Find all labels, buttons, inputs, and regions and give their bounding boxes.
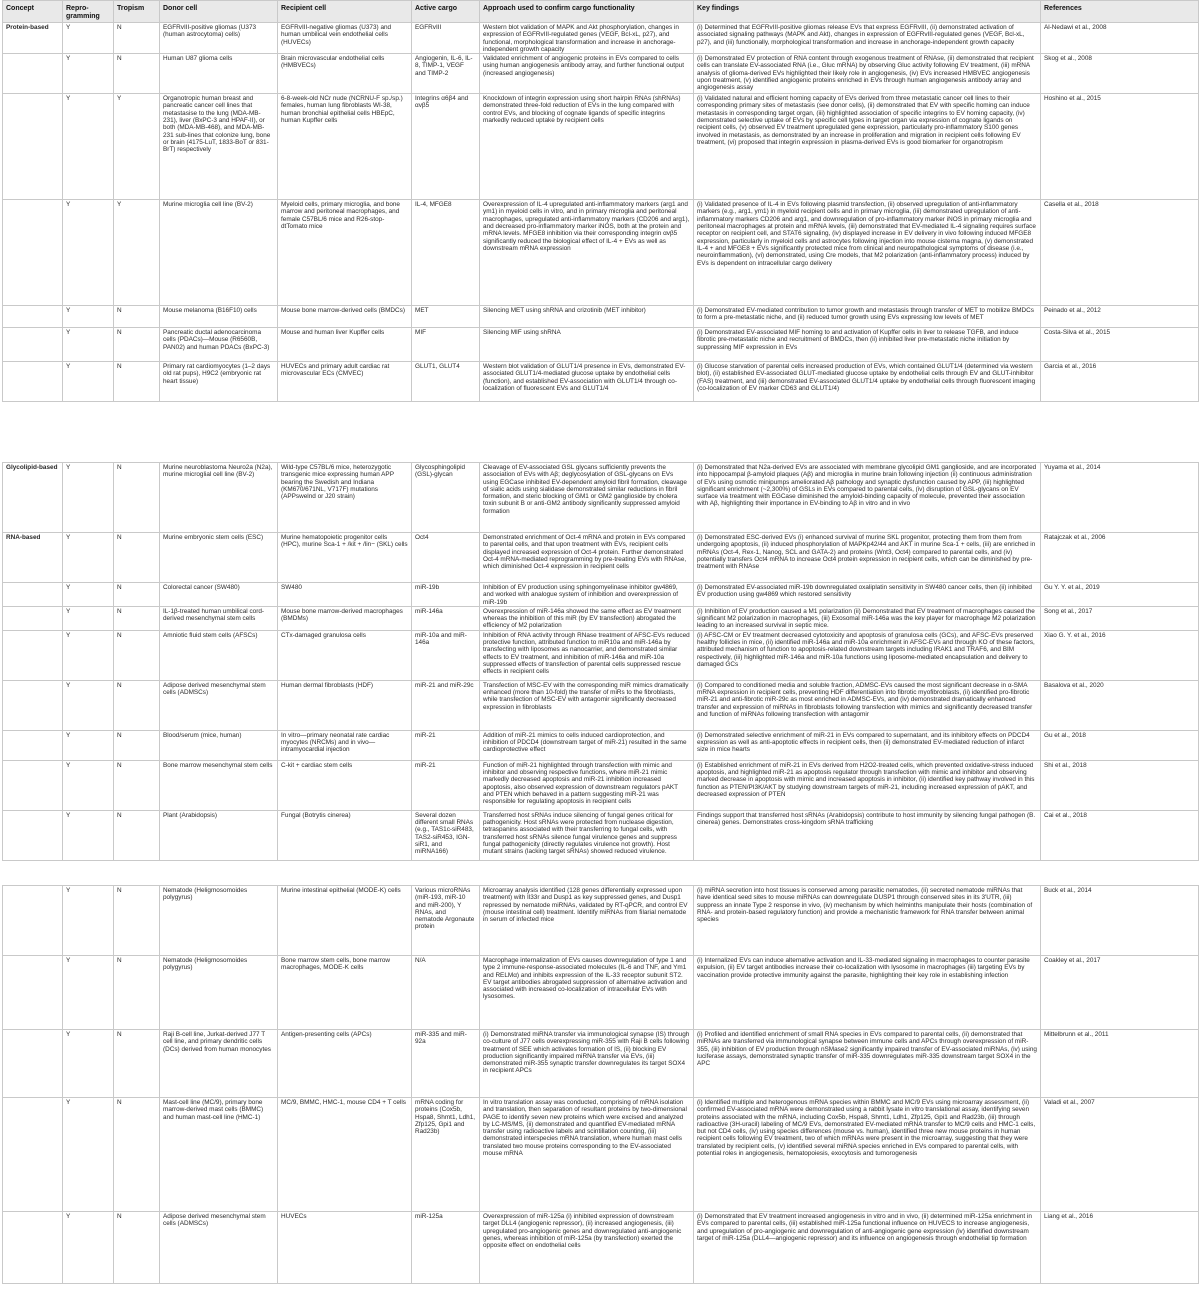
cell-donor: Amniotic fluid stem cells (AFSCs) (160, 630, 278, 680)
table-row (3, 306, 1199, 328)
cell-active-cargo: Integrins α6β4 and αvβ5 (412, 94, 480, 200)
cell-approach: Silencing MET using shRNA and crizotinib (MET inhibitor) (480, 306, 694, 328)
cell-donor: Adipose derived mesenchymal stem cells (ADMSCs) (160, 1212, 278, 1284)
cell-reference: Shi et al., 2018 (1041, 760, 1199, 810)
cell-reference: Hoshino et al., 2015 (1041, 94, 1199, 200)
cell-active-cargo: N/A (412, 956, 480, 1030)
cell-tropism: N (114, 630, 160, 680)
cell-concept (3, 810, 63, 860)
table-row (3, 54, 1199, 94)
cell-reprogramming: Y (63, 680, 114, 730)
cell-donor: EGFRvIII-positive gliomas (U373 (human astrocytoma) cells) (160, 23, 278, 54)
cell-recipient: Human dermal fibroblasts (HDF) (278, 680, 412, 730)
cell-tropism: N (114, 730, 160, 760)
cell-tropism: N (114, 886, 160, 956)
cell-donor: Mast-cell line (MC/9), primary bone marrow-derived mast cells (BMMC) and human mast-cell line (HMC-1) (160, 1098, 278, 1212)
table-row (3, 810, 1199, 860)
cell-reference: Gu et al., 2018 (1041, 730, 1199, 760)
cell-active-cargo: miR-19b (412, 583, 480, 607)
cell-approach: Overexpression of IL-4 upregulated anti-inflammatory markers (arg1 and ym1) in myeloid cells in vitro, and in primary microglia and peritoneal macrophages, upregulated anti-inflammatory markers (CD206 and arg1), and decreased pro-inflammatory marker iNOS, both at the protein and mRNA levels. MFGE8 inhibition via their corresponding integrin αvβ5 significantly reduced the biological effect of IL-4 + EVs as well as downstream mRNA expression (480, 200, 694, 306)
cell-approach: Inhibition of EV production using sphingomyelinase inhibitor gw4869, and worked with analogue system of inhibition and overexpression of miR-19b (480, 583, 694, 607)
cell-concept (3, 886, 63, 956)
cell-reference: Gu Y. Y. et al., 2019 (1041, 583, 1199, 607)
cell-concept (3, 94, 63, 200)
cell-active-cargo: miR-21 and miR-29c (412, 680, 480, 730)
cell-key-findings: (i) AFSC-CM or EV treatment decreased cytotoxicity and apoptosis of granulosa cells (GCs), and AFSC-EVs preserved healthy follicles in mice, (ii) identified miR-146a and miR-10a enrichment in AFSC-EVs and through KO of these factors, attributed mechanism of function to apoptosis-related downstream targets including IRAK1 and TRAF6, and BIM respectively, (iii) highlighted miR-146a and miR-10a functions using liposome-mediated encapsulation and delivery to damaged GCs (694, 630, 1041, 680)
cell-tropism: N (114, 583, 160, 607)
table-row (3, 1030, 1199, 1098)
cell-reference: Song et al., 2017 (1041, 606, 1199, 630)
cell-recipient: EGFRvIII-negative gliomas (U373) and human umbilical vein endothelial cells (HUVECs) (278, 23, 412, 54)
cell-key-findings: (i) Demonstrated EV-associated MIF homing to and activation of Kupffer cells in liver to release TGFB, and induce fibrotic pre-metastatic niche and recruitment of BMDCs, then (ii) inhibited liver pre-metastatic niche initiation by suppressing MIF expression in EVs (694, 328, 1041, 362)
cell-key-findings: (i) Validated presence of IL-4 in EVs following plasmid transfection, (ii) observed upregulation of anti-inflammatory markers (e.g., arg1, ym1) in myeloid recipient cells and in primary microglia, (iii) demonstrated upregulation of anti-inflammatory markers CD206 and arg1, and downregulation of pro-inflammatory marker iNOS in primary microglia and peritoneal macrophages at protein and mRNA levels, (iii) demonstrated that EV-mediated IL-4 signaling requires surface receptor on recipient cell, and STAT6 signaling, (iv) displayed increase in EV delivery in vivo following induced MFGE8 expression, particularly in myeloid cells and astrocytes following injection into mouse cisterna magna, (v) demonstrated IL-4 + and MFGE8 + EVs significantly protected mice from clinical and neuropathological symptoms of disease (i.e., neuroinflammation), (vi) demonstrated, using Cre models, that M2 polarization (anti-inflammatory process) induced by EVs is dependent on intracellular cargo delivery (694, 200, 1041, 306)
table-body (3, 463, 1199, 861)
cell-reference: Costa-Silva et al., 2015 (1041, 328, 1199, 362)
table-row (3, 1212, 1199, 1284)
cell-reprogramming: Y (63, 23, 114, 54)
cell-donor: Adipose derived mesenchymal stem cells (ADMSCs) (160, 680, 278, 730)
cell-reprogramming: Y (63, 956, 114, 1030)
cell-active-cargo: miR-335 and miR-92a (412, 1030, 480, 1098)
table-section-protein (2, 0, 1199, 402)
cell-reprogramming: Y (63, 362, 114, 402)
cell-active-cargo: IL-4, MFGE8 (412, 200, 480, 306)
cell-concept (3, 956, 63, 1030)
cell-approach: Transferred host sRNAs induce silencing of fungal genes critical for pathogenicity. Host sRNAs were protected from nuclease digestion, tetraspanins associated with their transferring to fungal cells, with transferred host sRNAs silence fungal virulence genes and suppress fungal pathogenicity (directly regulates virulence not growth). Host mutant strains (lacking target sRNAs) showed reduced virulence. (480, 810, 694, 860)
cell-concept (3, 1212, 63, 1284)
cell-reference: Basalova et al., 2020 (1041, 680, 1199, 730)
cell-reprogramming: Y (63, 306, 114, 328)
cell-concept (3, 760, 63, 810)
table-row (3, 328, 1199, 362)
table-row (3, 886, 1199, 956)
cell-recipient: HUVECs (278, 1212, 412, 1284)
cell-concept: Glycolipid-based (3, 463, 63, 533)
table-row (3, 630, 1199, 680)
cell-key-findings: (i) Established enrichment of miR-21 in EVs derived from H2O2-treated cells, which prevented oxidative-stress induced apoptosis, and highlighted miR-21 as apoptosis regulator through transfection with mimic and inhibitor and observing marked decrease in apoptosis with mimic and increased apoptosis in inhibitor, (ii) identified key pathway involved in this function as PTEN/PI3K/AKT by studying downstream targets of miR-21, including increased expression of pAKT, and decreased expression of PTEN (694, 760, 1041, 810)
cell-tropism: N (114, 54, 160, 94)
cell-tropism: N (114, 956, 160, 1030)
cell-donor: Organotropic human breast and pancreatic cancer cell lines that metastasise to the lung (MDA-MB-231), liver (BxPC-3 and HPAF-II), or both (MDA-MB-468), and MDA-MB-231 sub-lines that colonize lung, bone or brain (4175-LuT, 1833-BoT or 831-BrT) respectively (160, 94, 278, 200)
cell-reference: Valadi et al., 2007 (1041, 1098, 1199, 1212)
cell-active-cargo: Several dozen different small RNAs (e.g., TAS1c-siR483, TAS2-siR453, IGN-siR1, and miRNA166) (412, 810, 480, 860)
cell-tropism: N (114, 606, 160, 630)
cell-key-findings: (i) Internalized EVs can induce alternative activation and IL-33-mediated signaling in macrophages to counter parasite expulsion, (ii) EV target antibodies increase their co-localization with lysosome in macrophages (iii) targeting EVs by vaccination provide protective immunity against the parasite, highlighting their key role in establishing infection (694, 956, 1041, 1030)
header-reprogramming: Repro-gramming (63, 1, 114, 23)
cell-tropism: N (114, 810, 160, 860)
cell-reprogramming: Y (63, 606, 114, 630)
cell-key-findings: (i) Demonstrated ESC-derived EVs (i) enhanced survival of murine SKL progenitor, protecting them from them from undergoing apoptosis, (ii) induced phosphorylation of MAPKp42/44 and AKT in murine Sca-1 + cells, (iii) are enriched in mRNAs (Oct-4, Rex-1, Nanog, SCL and GATA-2) and proteins (Wnt3, Oct4) compared to parental cells, and (iv) potentially transfers Oct4 mRNA to increase Oct4 protein expression in recipient cells, which can be diminished by pre-treatment with RNAse (694, 533, 1041, 583)
cell-approach: Microarray analysis identified (128 genes differentially expressed upon treatment) with Il33r and Dusp1 as key suppressed genes, and Dusp1 repressed by nematode miRNAs, validated by RT-qPCR, and control EV (mouse intestinal cell) treatment. Identify miRNAs from filarial nematode in serum of infected mice (480, 886, 694, 956)
cell-approach: In vitro translation assay was conducted, comprising of mRNA isolation and translation, then separation of resultant proteins by two-dimensional PAGE to identify seven new proteins which were excised and analyzed by LC-MS/MS, (ii) demonstrated and quantified EV-mediated mRNA transfer using radioactive labels and scintillation counting, (iii) demonstrated interspecies mRNA translation, where human mast cells translated two mouse proteins corresponding to the EV-associated mouse mRNA (480, 1098, 694, 1212)
table-row (3, 463, 1199, 533)
cell-active-cargo: Angiogenin, IL-6, IL-8, TIMP-1, VEGF and TIMP-2 (412, 54, 480, 94)
cell-concept (3, 680, 63, 730)
cell-recipient: Mouse bone marrow-derived cells (BMDCs) (278, 306, 412, 328)
cell-reference: Mittelbrunn et al., 2011 (1041, 1030, 1199, 1098)
header-active-cargo: Active cargo (412, 1, 480, 23)
cell-approach: Silencing MIF using shRNA (480, 328, 694, 362)
cell-recipient: Fungal (Botrytis cinerea) (278, 810, 412, 860)
cell-tropism: N (114, 306, 160, 328)
cell-approach: Addition of miR-21 mimics to cells induced cardioprotection, and inhibition of PDCD4 (downstream target of miR-21) resulted in the same cardioprotective effect (480, 730, 694, 760)
cell-tropism: N (114, 463, 160, 533)
cell-approach: Western blot validation of MAPK and Akt phosphorylation, changes in expression of EGFRvIII-regulated genes (VEGF, Bcl-xL, p27), and functional, morphological transformation and increase in anchorage-independent growth capacity (480, 23, 694, 54)
table-section-continued (2, 885, 1199, 1284)
cell-recipient: Mouse and human liver Kupffer cells (278, 328, 412, 362)
cell-reprogramming: Y (63, 810, 114, 860)
header-concept: Concept (3, 1, 63, 23)
cell-reprogramming: Y (63, 533, 114, 583)
cell-donor: Murine embryonic stem cells (ESC) (160, 533, 278, 583)
table-row (3, 23, 1199, 54)
cell-approach: Overexpression of miR-146a showed the same effect as EV treatment whereas the inhibition of this miR (by EV transfection) abrogated the efficiency of M2 polarization (480, 606, 694, 630)
cell-recipient: In vitro—primary neonatal rate cardiac myocytes (NRCMs) and in vivo—intramyocardial injection (278, 730, 412, 760)
cell-donor: IL-1β-treated human umbilical cord-derived mesenchymal stem cells (160, 606, 278, 630)
table-row (3, 760, 1199, 810)
cell-approach: (i) Demonstrated miRNA transfer via immunological synapse (IS) through co-culture of J77 cells overexpressing miR-355 with Raji B cells following treatment of SEE which activates formation of IS, (ii) blocking EV production significantly impaired miRNA transfer via EVs, (iii) demonstrated miR-355 synaptic transfer downregulates its target SOX4 in recipient APCs (480, 1030, 694, 1098)
cell-concept (3, 630, 63, 680)
cell-approach: Western blot validation of GLUT1/4 presence in EVs, demonstrated EV-associated GLUT1/4-mediated glucose uptake by endothelial cells (function), and established EV-association with GLUT1/4 through co-localization of fluorescent EVs and GLUT1/4 (480, 362, 694, 402)
cell-key-findings: Findings support that transferred host sRNAs (Arabidopsis) contribute to host immunity by silencing fungal pathogen (B. cinerea) genes. Demonstrates cross-kingdom sRNA trafficking (694, 810, 1041, 860)
cell-donor: Plant (Arabidopsis) (160, 810, 278, 860)
cell-donor: Raji B-cell line, Jurkat-derived J77 T cell line, and primary dendritic cells (DCs) derived from human monocytes (160, 1030, 278, 1098)
cell-approach: Demonstrated enrichment of Oct-4 mRNA and protein in EVs compared to parental cells, and that upon treatment with EVs, recipient cells displayed increased expression of Oct-4 protein. Further demonstrated Oct-4 mRNA-mediated reprogramming by pre-treating EVs with RNAse, which diminished Oct-4 expression in recipient cells (480, 533, 694, 583)
cell-active-cargo: miR-146a (412, 606, 480, 630)
cell-key-findings: (i) Demonstrated that EV treatment increased angiogenesis in vitro and in vivo, (ii) determined miR-125a enrichment in EVs compared to parental cells, (iii) established miR-125a functional influence on HUVECS to increase angiogenesis, and upregulation of pro-angiogenic and downregulation of anti-angiogenic gene expression (iv) identified downstream target of miR-125a (DLL4—angiogenic repressor) and its influence on angiogenesis through endothelial tip formation (694, 1212, 1041, 1284)
cell-key-findings: (i) Determined that EGFRvIII-positive gliomas release EVs that express EGFRvIII, (ii) demonstrated activation of associated signaling pathways (MAPK and Akt), changes in expression of EGFRvIII-regulated genes (VEGF, Bcl-xL, p27), and (iii) functionally, morphological transformation and increase in anchorage-independent growth capacity (694, 23, 1041, 54)
cell-reprogramming: Y (63, 630, 114, 680)
cell-active-cargo: Glycosphingolipid (GSL)-glycan (412, 463, 480, 533)
cell-key-findings: (i) Inhibition of EV production caused a M1 polarization (ii) Demonstrated that EV treatment of macrophages caused the significant M2 polarization in macrophages, (iii) Exosomal miR-146a was the key player for macrophage M2 polarization leading to an increased survival in septic mice. (694, 606, 1041, 630)
cell-key-findings: (i) miRNA secretion into host tissues is conserved among parasitic nematodes, (ii) secreted nematode miRNAs that have identical seed sites to mouse miRNAs can downregulate DUSP1 through conserved sites in its 3'UTR, (iii) suppress an innate Type 2 response in vivo, (iv) mechanism by which helminths manipulate their hosts (combination of RNA- and protein-based regulatory function) and provide a mechanistic framework for RNA transfer between animal species (694, 886, 1041, 956)
cell-reference: Casella et al., 2018 (1041, 200, 1199, 306)
cell-donor: Murine microglia cell line (BV-2) (160, 200, 278, 306)
header-approach: Approach used to confirm cargo functionality (480, 1, 694, 23)
cell-donor: Colorectal cancer (SW480) (160, 583, 278, 607)
cell-reprogramming: Y (63, 54, 114, 94)
table-row (3, 583, 1199, 607)
cell-reference: Al-Nedawi et al., 2008 (1041, 23, 1199, 54)
table-row (3, 730, 1199, 760)
cell-approach: Cleavage of EV-associated GSL glycans sufficiently prevents the association of EVs with Aβ; deglycosylation of GSL-glycans on EVs using EGCase inhibited EV-dependent amyloid fibril formation, cleavage of sialic acids using sialidase demonstrated similar reductions in fibril formation, and steric blocking of GM1 or GM2 ganglioside by cholera toxin subunit B or anti-GM2 antibody significantly suppressed amyloid formation (480, 463, 694, 533)
table-row (3, 533, 1199, 583)
cell-active-cargo: miR-21 (412, 730, 480, 760)
cell-reference: Yuyama et al., 2014 (1041, 463, 1199, 533)
cell-concept (3, 583, 63, 607)
cell-approach: Knockdown of integrin expression using short hairpin RNAs (shRNAs) demonstrated three-fold reduction of EVs in the lung compared with control EVs, and blocking of cognate ligands of specific integrins markedly reduced uptake by recipient cells (480, 94, 694, 200)
cell-donor: Pancreatic ductal adenocarcinoma cells (PDACs)—Mouse (R6560B, PAN02) and human PDACs (BxPC-3) (160, 328, 278, 362)
cell-key-findings: (i) Demonstrated EV-mediated contribution to tumor growth and metastasis through transfer of MET to mobilize BMDCs to form a pre-metastatic niche, and (ii) reduced tumor growth using EVs expressing low levels of MET (694, 306, 1041, 328)
cell-active-cargo: Oct4 (412, 533, 480, 583)
cell-active-cargo: EGFRvIII (412, 23, 480, 54)
table-row (3, 606, 1199, 630)
table-row (3, 362, 1199, 402)
table-row (3, 200, 1199, 306)
cell-tropism: N (114, 328, 160, 362)
cell-recipient: Brain microvascular endothelial cells (HMBVECs) (278, 54, 412, 94)
cell-active-cargo: MIF (412, 328, 480, 362)
cell-donor: Human U87 glioma cells (160, 54, 278, 94)
cell-donor: Blood/serum (mice, human) (160, 730, 278, 760)
cell-active-cargo: miR-10a and miR-146a (412, 630, 480, 680)
cell-concept (3, 730, 63, 760)
cell-recipient: CTx-damaged granulosa cells (278, 630, 412, 680)
cell-key-findings: (i) Validated natural and efficient homing capacity of EVs derived from three metastatic cancer cell lines to their corresponding primary sites of metastasis (see donor cells), (ii) demonstrated that EV with specific homing can induce metastasis in corresponding target organ, (iii) highlighted association of specific integrins to EV homing capacity, (iv) demonstrated selective uptake of EVs by specific cell types in target organ via expression of cognate ligands on recipient cells, (v) observed EV treatment upregulated gene expression, particularly pro-inflammatory S100 genes involved in metastasis, as demonstrated by an increase in proliferation and migration in recipient cells following EV treatment, (vi) proposed that integrin expression in plasma-derived EVs is good biomarker for organotropism (694, 94, 1041, 200)
cell-recipient: Mouse bone marrow-derived macrophages (BMDMs) (278, 606, 412, 630)
cell-approach: Validated enrichment of angiogenic proteins in EVs compared to cells using human angiogenesis antibody array, and further functional output (increased angiogenesis) (480, 54, 694, 94)
cell-tropism: N (114, 1098, 160, 1212)
cell-key-findings: (i) Compared to conditioned media and soluble fraction, ADMSC-EVs caused the most significant decrease in α-SMA mRNA expression in recipient cells, preventing HDF differentiation into fibrotic myofibroblasts, (ii) identified pro-fibrotic miR-21 and anti-fibrotic miR-29c as most enriched in ADMSC-EVs, and (iv) demonstrated dramatically enhanced transfer and expression of miRNAs in fibroblasts following transfection with mimics and significantly decreased transfer and function of miRNAs following transfection with antagomir (694, 680, 1041, 730)
table-row (3, 956, 1199, 1030)
cell-active-cargo: Various microRNAs (miR-193, miR-10 and miR-200), Y RNAs, and nematode Argonaute protein (412, 886, 480, 956)
cell-concept: Protein-based (3, 23, 63, 54)
cell-key-findings: (i) Profiled and identified enrichment of small RNA species in EVs compared to parental cells, (ii) demonstrated that miRNAs are transferred via immunological synapse between immune cells and APCs through overexpression of miR-355, (iii) inhibition of EV production through nSMase2 significantly impaired transfer of EV-associated miRNAs, (iv) using luciferase assays, demonstrated synaptic transfer of miR-335 downregulates miR-335 downstream target SOX4 in the APC (694, 1030, 1041, 1098)
cell-reprogramming: Y (63, 463, 114, 533)
cell-recipient: Bone marrow stem cells, bone marrow macrophages, MODE-K cells (278, 956, 412, 1030)
cell-tropism: N (114, 760, 160, 810)
cell-tropism: N (114, 1212, 160, 1284)
cell-approach: Overexpression of miR-125a (i) inhibited expression of downstream target DLL4 (angiogenic repressor), (ii) increased angiogenesis, (iii) upregulated pro-angiogenic genes and downregulated anti-angiogenic genes, whereas inhibition of miR-125a (by transfection) exerted the opposite effect on endothelial cells (480, 1212, 694, 1284)
cell-approach: Transfection of MSC-EV with the corresponding miR mimics dramatically enhanced (more than 10-fold) the transfer of miRs to the fibroblasts, while transfection of MSC-EV with antagomir significantly decreased expression in fibroblasts (480, 680, 694, 730)
header-donor-cell: Donor cell (160, 1, 278, 23)
cell-key-findings: (i) Identified multiple and heterogenous mRNA species within BMMC and MC/9 EVs using microarray assessment, (ii) confirmed EV-associated mRNA were demonstrated using a rabbit lysate in vitro translational assay, identifying seven proteins associated with the mRNA, including Cox5b, Hspa8, Shmt1, Ldh1, Zfp125, Gpi1 and Rad23b, (iii) through radioactive (3H-uracil) labeling of MC/9 EVs, demonstrated EV-mediated mRNA transfer to MC/9 cells and HMC-1 cells, but not CD4 cells, (iv) using species differences (mouse vs. human), identified three new mouse proteins in human recipient cells following EV treatment, two of which mRNAs were present in the microarray, suggesting that they were translated by recipient cells, (v) identified several miRNA species enriched in EVs compared to parental cells, with potential roles in angiogenesis, hematopoiesis, exocytosis and tumorogenesis (694, 1098, 1041, 1212)
cell-key-findings: (i) Demonstrated EV protection of RNA content through exogenous treatment of RNAse, (ii) demonstrated that recipient cells can translate EV-associated RNA (i.e., Gluc mRNA) by observing Gluc activity following EV treatment, (iii) mRNA analysis of glioma-derived EVs highlighted their likely role in angiogenesis, (iv) EVs increased HMBVEC angiogenesis upon treatment, (v) identified angiogenic proteins enriched in EVs through human angiogenesis antibody array and angiogenesis assay (694, 54, 1041, 94)
table-section-glycolipid-rna (2, 462, 1199, 861)
table-row (3, 680, 1199, 730)
cell-recipient: Antigen-presenting cells (APCs) (278, 1030, 412, 1098)
cell-donor: Mouse melanoma (B16F10) cells (160, 306, 278, 328)
cell-concept (3, 606, 63, 630)
cell-tropism: N (114, 23, 160, 54)
table-header-row (3, 1, 1199, 23)
cell-tropism: Y (114, 200, 160, 306)
cell-reference: Liang et al., 2016 (1041, 1212, 1199, 1284)
cell-reprogramming: Y (63, 328, 114, 362)
cell-tropism: N (114, 362, 160, 402)
cell-recipient: HUVECs and primary adult cardiac rat microvascular ECs (CMVEC) (278, 362, 412, 402)
cell-recipient: Murine hematopoietic progenitor cells (HPC), murine Sca-1 + /kit + /lin− (SKL) cells (278, 533, 412, 583)
cell-donor: Nematode (Heligmosomoides polygyrus) (160, 886, 278, 956)
cell-reference: Peinado et al., 2012 (1041, 306, 1199, 328)
table-body (3, 886, 1199, 1284)
cell-reprogramming: Y (63, 94, 114, 200)
cell-concept (3, 306, 63, 328)
header-references: References (1041, 1, 1199, 23)
cell-active-cargo: GLUT1, GLUT4 (412, 362, 480, 402)
cell-concept (3, 1030, 63, 1098)
cell-reprogramming: Y (63, 760, 114, 810)
cell-approach: Function of miR-21 highlighted through transfection with mimic and inhibitor and observing respective functions, where miR-21 mimic markedly decreased apoptosis and miR-21 inhibition increased apoptosis, also observed expression of downstream regulators pAKT and PTEN which behaved in a pattern suggesting miR-21 was responsible for regulating apoptosis in recipient cells (480, 760, 694, 810)
table-body (3, 23, 1199, 402)
cell-reprogramming: Y (63, 1030, 114, 1098)
cell-concept (3, 328, 63, 362)
cell-key-findings: (i) Demonstrated selective enrichment of miR-21 in EVs compared to supernatant, and its inhibitory effects on PDCD4 expression as well as anti-apoptotic effects in recipient cells, then (ii) demonstrated EV-mediated reduction of infarct size in mice hearts (694, 730, 1041, 760)
cell-reference: Cai et al., 2018 (1041, 810, 1199, 860)
cell-tropism: N (114, 533, 160, 583)
cell-recipient: 6-8-week-old NCr nude (NCRNU-F sp./sp.) females, human lung fibroblasts WI-38, human bronchial epithelial cells HBEpC, human Kupffer cells (278, 94, 412, 200)
cell-reprogramming: Y (63, 200, 114, 306)
cell-key-findings: (i) Demonstrated that N2a-derived EVs are associated with membrane glycolipid GM1 ganglioside, and are incorporated into hippocampal β-amyloid plaques (Aβ) and microglia in murine brain following injection (ii) continuous administration of EVs using osmotic minipumps ameliorated Aβ pathology and synaptic dysfunction caused by APP, (iii) highlighted significant enrichment (~2,300%) of GSLs in EVs compared to parental cells, (iv) disruption of GSL-glycans on EV surface via treatment with EGCase diminished the amyloid-binding capacity of molecule, prevented their association with Aβ, highlighting their importance in EV-binding to Aβ in vitro and in vivo (694, 463, 1041, 533)
cell-active-cargo: MET (412, 306, 480, 328)
cell-reprogramming: Y (63, 886, 114, 956)
cell-concept (3, 362, 63, 402)
header-key-findings: Key findings (694, 1, 1041, 23)
cell-reference: Xiao G. Y. et al., 2016 (1041, 630, 1199, 680)
cell-concept: RNA-based (3, 533, 63, 583)
cell-reprogramming: Y (63, 583, 114, 607)
cell-reference: Garcia et al., 2016 (1041, 362, 1199, 402)
cell-approach: Macrophage internalization of EVs causes downregulation of type 1 and type 2 immune-response-associated molecules (IL-6 and TNF, and Ym1 and RELMα) and inhibits expression of the IL-33 receptor subunit ST2. EV target antibodies abrogated suppression of alternative activation and associated with increased co-localization of intracellular EVs with lysosomes. (480, 956, 694, 1030)
cell-donor: Murine neuroblastoma Neuro2a (N2a), murine microglial cell line (BV-2) (160, 463, 278, 533)
cell-active-cargo: miR-21 (412, 760, 480, 810)
cell-donor: Primary rat cardiomyocytes (1–2 days old rat pups), H9C2 (embryonic rat heart tissue) (160, 362, 278, 402)
cell-donor: Bone marrow mesenchymal stem cells (160, 760, 278, 810)
cell-reference: Skog et al., 2008 (1041, 54, 1199, 94)
header-tropism: Tropism (114, 1, 160, 23)
cell-reference: Ratajczak et al., 2006 (1041, 533, 1199, 583)
cell-recipient: MC/9, BMMC, HMC-1, mouse CD4 + T cells (278, 1098, 412, 1212)
table-row (3, 1098, 1199, 1212)
table-row (3, 94, 1199, 200)
cell-approach: Inhibition of RNA activity through RNase treatment of AFSC-EVs reduced protective function, attributed function to miR10a and miR-146a by transfecting with liposomes as nanocarrier, and demonstrated similar effects to EV treatment, and inhibition of miR-146a and miR-10a suppressed effects of transfection of parental cells suppressed rescue effects in recipient cells (480, 630, 694, 680)
cell-reprogramming: Y (63, 1098, 114, 1212)
cell-recipient: Murine intestinal epithelial (MODE-K) cells (278, 886, 412, 956)
cell-reference: Buck et al., 2014 (1041, 886, 1199, 956)
cell-recipient: Myeloid cells, primary microglia, and bone marrow and peritoneal macrophages, and female C57BL/6 mice and R26-stop-dtTomato mice (278, 200, 412, 306)
cell-recipient: C-kit + cardiac stem cells (278, 760, 412, 810)
cell-tropism: N (114, 1030, 160, 1098)
cell-recipient: Wild-type C57BL/6 mice, heterozygotic transgenic mice expressing human APP bearing the Swedish and Indiana (KM670/671NL, V717F) mutations (APPswelnd or J20 strain) (278, 463, 412, 533)
header-recipient-cell: Recipient cell (278, 1, 412, 23)
cell-donor: Nematode (Heligmosomoides polygyrus) (160, 956, 278, 1030)
cell-active-cargo: mRNA coding for proteins (Cox5b, Hspa8, Shmt1, Ldh1, Zfp125, Gpi1 and Rad23b) (412, 1098, 480, 1212)
cell-concept (3, 54, 63, 94)
cell-concept (3, 200, 63, 306)
cell-key-findings: (i) Glucose starvation of parental cells increased production of EVs, which contained GLUT1/4 (determined via western blot), (ii) established EV-associated GLUT-mediated glucose uptake by endothelial cells through EV and GLUT-inhibitor (FAS) treatment, and (iii) demonstrated EV-associated GLUT1/4 uptake by endothelial cells through fluorescent imaging (co-localization of EV marker CD63 and GLUT1/4) (694, 362, 1041, 402)
cell-tropism: Y (114, 94, 160, 200)
cell-tropism: N (114, 680, 160, 730)
cell-recipient: SW480 (278, 583, 412, 607)
cell-key-findings: (i) Demonstrated EV-associated miR-19b downregulated oxaliplatin sensitivity in SW480 cancer cells, then (ii) inhibited EV production using gw4869 which restored sensitivity (694, 583, 1041, 607)
cell-reprogramming: Y (63, 730, 114, 760)
cell-active-cargo: miR-125a (412, 1212, 480, 1284)
cell-concept (3, 1098, 63, 1212)
cell-reprogramming: Y (63, 1212, 114, 1284)
cell-reference: Coakley et al., 2017 (1041, 956, 1199, 1030)
